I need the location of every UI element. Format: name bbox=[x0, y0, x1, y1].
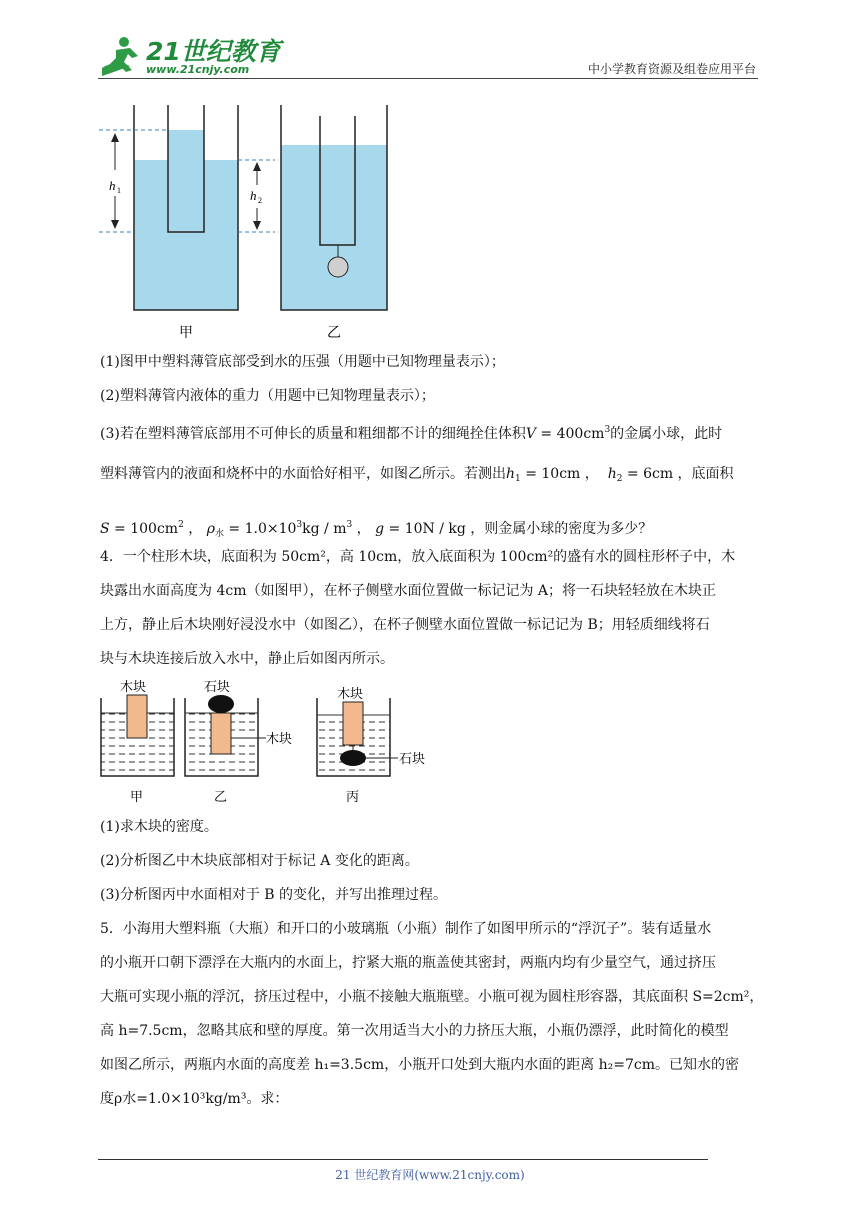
q5-line2: 的小瓶开口朝下漂浮在大瓶内的水面上，拧紧大瓶的瓶盖使其密封，两瓶内均有少量空气，通过挤压 bbox=[100, 955, 716, 971]
q4-part3: (3)分析图丙中水面相对于 B 的变化，并写出推理过程。 bbox=[100, 887, 448, 903]
fig2-label-jia: 甲 bbox=[130, 790, 144, 805]
question-3-parts bbox=[100, 345, 760, 551]
q5-line6: 度ρ水=1.0×10³kg/m³。求： bbox=[100, 1091, 289, 1107]
h1-arrow-up-head bbox=[111, 133, 119, 142]
figure-beakers bbox=[95, 100, 415, 345]
q3-part3-line3: $S = 100cm^2$ ， $\rho_水 = 1.0\times 10^3kg / m^3$ ， g = 10N / kg ，则金属小球的密度为多少？ bbox=[100, 520, 653, 539]
q4-line3: 上方，静止后木块刚好浸没水中（如图乙），在杯子侧壁水面位置做一标记记为 B；用轻质细线将石 bbox=[100, 617, 710, 633]
q4-part1: (1)求木块的密度。 bbox=[100, 819, 218, 835]
page-header bbox=[0, 0, 860, 86]
wood-bing bbox=[343, 702, 363, 745]
q5-line3: 大瓶可实现小瓶的浮沉，挤压过程中，小瓶不接触大瓶瓶壁。小瓶可视为圆柱形容器，其底面积 S=2cm²， bbox=[100, 989, 764, 1005]
q5-line1: 5．小海用大塑料瓶（大瓶）和开口的小玻璃瓶（小瓶）制作了如图甲所示的“浮沉子”。装有适量水 bbox=[100, 921, 712, 937]
wood-jia bbox=[127, 695, 147, 738]
question-4-parts bbox=[100, 810, 760, 912]
q4-line4: 块与木块连接后放入水中，静止后如图丙所示。 bbox=[100, 651, 394, 667]
question-5 bbox=[100, 912, 764, 1116]
q3-part3: (3)若在塑料薄管底部用不可伸长的质量和粗细都不计的细绳拴住体积$V = 400cm^3$的金属小球，此时 bbox=[100, 425, 723, 442]
q5-line4: 高 h=7.5cm，忽略其底和壁的厚度。第一次用适当大小的力挤压大瓶，小瓶仍漂浮，此时简化的模型 bbox=[100, 1023, 729, 1039]
header-platform-text: 中小学教育资源及组卷应用平台 bbox=[587, 62, 756, 76]
label-wood-yi: 木块 bbox=[266, 732, 293, 747]
q3-part1: (1)图甲中塑料薄管底部受到水的压强（用题中已知物理量表示）； bbox=[100, 354, 505, 370]
beaker-yi-water bbox=[281, 145, 387, 310]
logo-text: 21世纪教育 bbox=[146, 37, 281, 66]
q3-part3-line2: 塑料薄管内的液面和烧杯中的水面恰好相平，如图乙所示。若测出$h_1 = 10cm$ ， $h_2 = 6cm$ ，底面积 bbox=[100, 466, 734, 484]
label-stone-bing: 石块 bbox=[399, 752, 426, 767]
fig2-label-bing: 丙 bbox=[346, 790, 360, 805]
footer-text: 21 世纪教育网(www.21cnjy.com) bbox=[335, 1168, 525, 1182]
h2-arrow-down-head bbox=[253, 221, 261, 230]
tube-jia-liquid bbox=[168, 130, 204, 232]
h2-label-sub: 2 bbox=[258, 196, 262, 205]
footer-divider bbox=[98, 1159, 708, 1160]
figure1-label-yi: 乙 bbox=[327, 325, 341, 341]
h2-label: h bbox=[250, 188, 257, 203]
stone-bing bbox=[340, 750, 366, 766]
metal-ball bbox=[328, 257, 348, 277]
q5-line5: 如图乙所示，两瓶内水面的高度差 h₁=3.5cm，小瓶开口处到大瓶内水面的距离 h₂=7cm。已知水的密 bbox=[100, 1057, 740, 1073]
figure-wood-stone bbox=[98, 678, 443, 806]
q4-line1: 4．一个柱形木块，底面积为 50cm²，高 10cm，放入底面积为 100cm²的盛有水的圆柱形杯子中，木 bbox=[100, 549, 736, 565]
q4-line2: 块露出水面高度为 4cm（如图甲），在杯子侧壁水面位置做一标记记为 A；将一石块轻轻放在木块正 bbox=[100, 583, 717, 599]
wood-yi bbox=[211, 713, 231, 754]
figure1-label-jia: 甲 bbox=[179, 325, 193, 341]
question-4 bbox=[100, 540, 760, 676]
label-wood-jia: 木块 bbox=[120, 680, 147, 695]
label-stone-yi: 石块 bbox=[204, 680, 231, 695]
q4-part2: (2)分析图乙中木块底部相对于标记 A 变化的距离。 bbox=[100, 853, 419, 869]
label-wood-bing: 木块 bbox=[337, 687, 364, 702]
logo-url: www.21cnjy.com bbox=[146, 63, 250, 76]
h2-arrow-up-head bbox=[253, 162, 261, 171]
h1-label-sub: 1 bbox=[117, 186, 121, 195]
header-divider bbox=[98, 78, 758, 79]
h1-label: h bbox=[109, 178, 116, 193]
q3-part2: (2)塑料薄管内液体的重力（用题中已知物理量表示）； bbox=[100, 388, 435, 404]
fig2-label-yi: 乙 bbox=[214, 790, 228, 805]
h1-arrow-down-head bbox=[111, 220, 119, 229]
stone-yi bbox=[208, 695, 234, 713]
